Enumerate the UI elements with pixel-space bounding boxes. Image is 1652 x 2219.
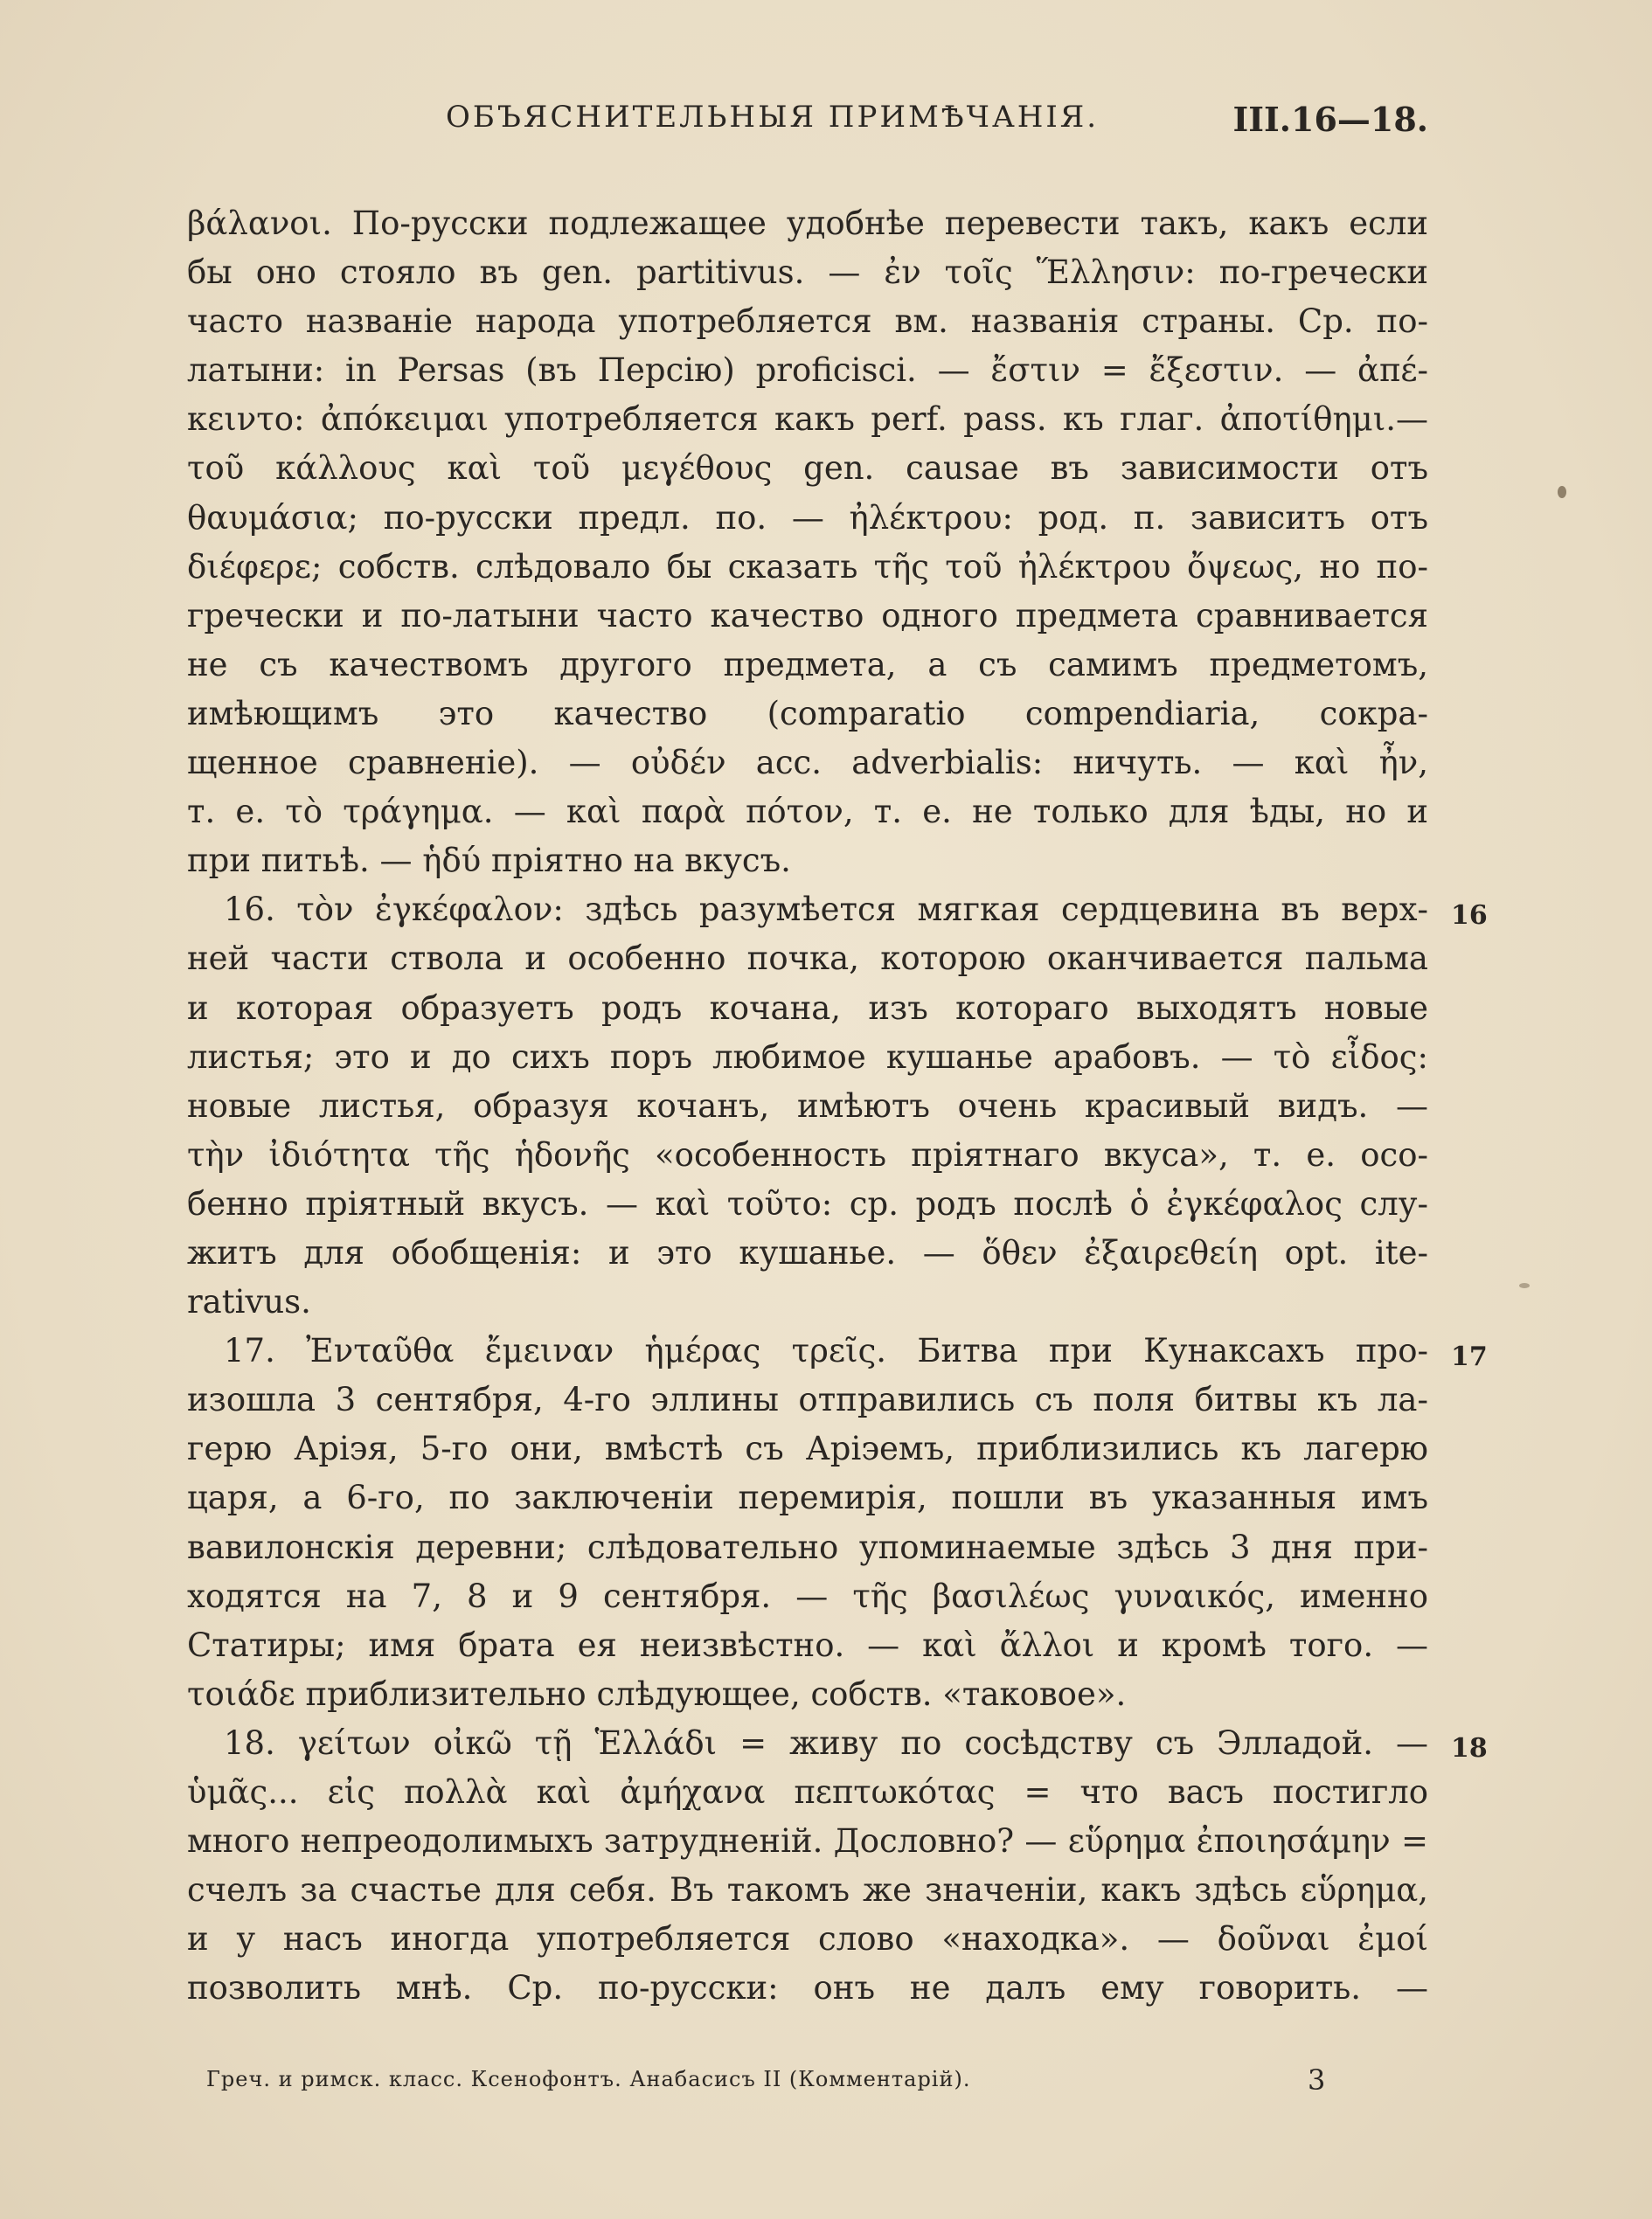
page-number: 3 xyxy=(1308,2063,1326,2097)
text-line: гречески и по-латыни часто качество одного предмета сравнивается xyxy=(187,596,1428,634)
page-footer xyxy=(206,2063,1326,2107)
text-line: и которая образуетъ родъ кочана, изъ котораго выходятъ новые xyxy=(187,988,1428,1027)
text-line: rativus. xyxy=(187,1283,311,1321)
text-line: позволить мнѣ. Ср. по-русски: онъ не далъ ему говорить. — xyxy=(187,1969,1428,2008)
text-line: θαυμάσια; по-русски предл. по. — ἠλέκτρου: род. п. зависитъ отъ xyxy=(187,498,1428,537)
ink-speck xyxy=(1558,486,1566,498)
footer-signature: Греч. и римск. класс. Ксенофонтъ. Анабасисъ II (Комментарій). xyxy=(206,2067,971,2091)
text-line: изошла 3 сентября, 4-го эллины отправились съ поля битвы къ ла- xyxy=(187,1381,1428,1419)
margin-number-17: 17 xyxy=(1451,1342,1488,1372)
text-line: имѣющимъ это качество (comparatio compendiaria, сокра- xyxy=(187,694,1428,732)
paragraph-start-16: 16. τὸν ἐγκέφαλον: здѣсь разумѣется мягкая сердцевина въ верх- xyxy=(224,891,1428,929)
header-title: ОБЪЯСНИТЕЛЬНЫЯ ПРИМѢЧАНІЯ. xyxy=(446,100,1100,135)
margin-number-16: 16 xyxy=(1451,900,1488,931)
text-line: много непреодолимыхъ затрудненій. Дословно? — εὕρημα ἐποιησάμην = xyxy=(187,1822,1428,1861)
running-header xyxy=(187,91,1428,143)
text-line: τοιάδε приблизительно слѣдующее, собств. «таковое». xyxy=(187,1675,1127,1713)
commentary-text xyxy=(187,199,1428,2013)
text-line: τὴν ἰδιότητα τῆς ἡδονῆς «особенность пріятнаго вкуса», т. е. осо- xyxy=(187,1135,1428,1174)
text-line: τοῦ κάλλους καὶ τοῦ μεγέθους gen. causae въ зависимости отъ xyxy=(187,449,1428,488)
text-line: при питьѣ. — ἡδύ пріятно на вкусъ. xyxy=(187,842,791,880)
text-line: κειντο: ἀπόκειμαι употребляется какъ perf. pass. къ глаг. ἀποτίθημι.— xyxy=(187,400,1428,439)
margin-number-18: 18 xyxy=(1451,1733,1488,1764)
text-line: и у насъ иногда употребляется слово «находка». — δοῦναι ἐμοί xyxy=(187,1920,1428,1959)
text-line: царя, а 6-го, по заключеніи перемирія, пошли въ указанныя имъ xyxy=(187,1479,1428,1517)
text-line: ходятся на 7, 8 и 9 сентября. — τῆς βασιλέως γυναικός, именно xyxy=(187,1577,1428,1615)
text-line: латыни: in Persas (въ Персію) proficisci. — ἔστιν = ἔξεστιν. — ἀπέ- xyxy=(187,351,1428,390)
ink-speck xyxy=(1519,1283,1530,1288)
text-line: житъ для обобщенія: и это кушанье. — ὅθεν ἐξαιρεθείη opt. ite- xyxy=(187,1233,1428,1272)
text-line: вавилонскія деревни; слѣдовательно упоминаемые здѣсь 3 дня при- xyxy=(187,1528,1428,1566)
text-line: διέφερε; собств. слѣдовало бы сказать τῆς τοῦ ἠλέκτρου ὄψεως, но по- xyxy=(187,547,1428,586)
text-line: листья; это и до сихъ поръ любимое кушанье арабовъ. — τὸ εἶδος: xyxy=(187,1037,1428,1076)
text-line: новые листья, образуя кочанъ, имѣютъ очень красивый видъ. — xyxy=(187,1086,1428,1125)
text-line: Статиры; имя брата ея неизвѣстно. — καὶ ἄλλοι и кромѣ того. — xyxy=(187,1626,1428,1664)
paragraph-start-18: 18. γείτων οἰκῶ τῇ Ἑλλάδι = живу по сосѣдству съ Элладой. — xyxy=(224,1723,1428,1762)
text-line: не съ качествомъ другого предмета, а съ самимъ предметомъ, xyxy=(187,645,1428,683)
text-line: ней части ствола и особенно почка, которою оканчивается пальма xyxy=(187,940,1428,978)
text-line: часто названіе народа употребляется вм. названія страны. Ср. по- xyxy=(187,302,1428,341)
text-line: герю Аріэя, 5-го они, вмѣстѣ съ Аріэемъ, приблизились къ лагерю xyxy=(187,1430,1428,1468)
text-line: т. е. τὸ τράγημα. — καὶ παρὰ πότον, т. е. не только для ѣды, но и xyxy=(187,793,1428,831)
text-line: ὑμᾶς... εἰς πολλὰ καὶ ἀμήχανα πεπτωκότας = что васъ постигло xyxy=(187,1773,1428,1811)
header-section-range: III.16—18. xyxy=(1232,100,1428,139)
text-line: счелъ за счастье для себя. Въ такомъ же значеніи, какъ здѣсь εὕρημα, xyxy=(187,1871,1428,1910)
paragraph-start-17: 17. Ἐνταῦθα ἔμειναν ἡμέρας τρεῖς. Битва при Кунаксахъ про- xyxy=(224,1332,1428,1370)
text-line: бы оно стояло въ gen. partitivus. — ἐν τοῖς Ἕλλησιν: по-гречески xyxy=(187,253,1428,292)
text-line: щенное сравненіе). — οὐδέν acc. adverbialis: ничуть. — καὶ ἦν, xyxy=(187,744,1428,782)
text-line: βάλανοι. По-русски подлежащее удобнѣе перевести такъ, какъ если xyxy=(187,205,1428,242)
text-line: бенно пріятный вкусъ. — καὶ τοῦτο: ср. родъ послѣ ὁ ἐγκέφαλος слу- xyxy=(187,1184,1428,1223)
